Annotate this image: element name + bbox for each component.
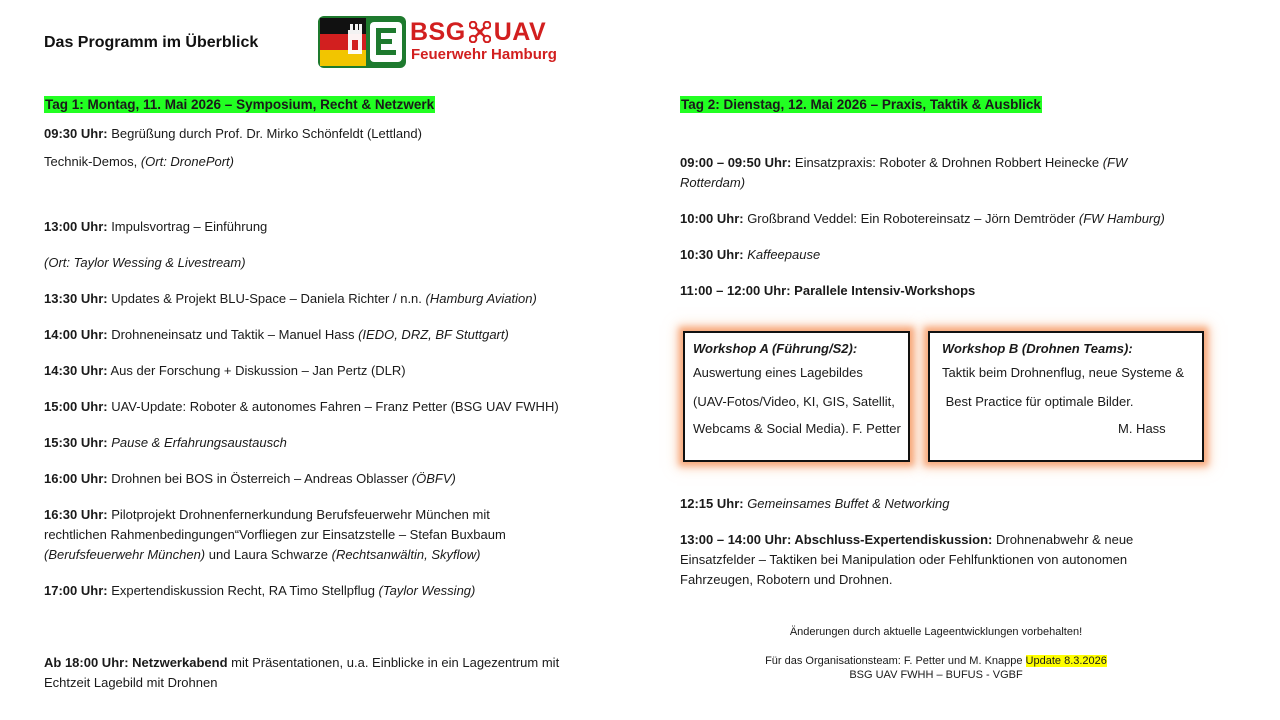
day2-item-1300: 13:00 – 14:00 Uhr: Abschluss-Expertendiskussion: Drohnenabwehr & neue (680, 532, 1134, 547)
fire-department-emblem (318, 16, 406, 68)
day2-item-1215: 12:15 Uhr: Gemeinsames Buffet & Networking (680, 496, 950, 511)
day1-item-1630: 16:30 Uhr: Pilotprojekt Drohnenfernerkundung Berufsfeuerwehr München mit (44, 507, 490, 522)
day2-item-1000: 10:00 Uhr: Großbrand Veddel: Ein Robotereinsatz – Jörn Demtröder (FW Hamburg) (680, 211, 1165, 226)
day1-item-1530: 15:30 Uhr: Pause & Erfahrungsaustausch (44, 435, 287, 450)
footer-disclaimer: Änderungen durch aktuelle Lageentwicklungen vorbehalten! (789, 626, 1083, 638)
logo-brand-left: BSG (410, 18, 466, 46)
day1-item-1400: 14:00 Uhr: Drohneneinsatz und Taktik – Manuel Hass (IEDO, DRZ, BF Stuttgart) (44, 327, 509, 342)
day2-header: Tag 2: Dienstag, 12. Mai 2026 – Praxis, Taktik & Ausblick (681, 97, 1041, 112)
workshop-a-box (683, 331, 910, 462)
day1-item-technik-demos: Technik-Demos, (Ort: DronePort) (44, 154, 234, 169)
day1-item-0930: 09:30 Uhr: Begrüßung durch Prof. Dr. Mirko Schönfeldt (Lettland) (44, 126, 422, 141)
day1-item-1500: 15:00 Uhr: UAV-Update: Roboter & autonomes Fahren – Franz Petter (BSG UAV FWHH) (44, 399, 559, 414)
logo-brand-right: UAV (493, 18, 547, 46)
workshop-a-title: Workshop A (Führung/S2): (693, 341, 858, 356)
day2-item-1300-cont2: Fahrzeugen, Robotern und Drohnen. (680, 572, 893, 587)
footer-team: Für das Organisationsteam: F. Petter und M. Knappe Update 8.3.2026 (765, 655, 1107, 667)
workshop-b-title: Workshop B (Drohnen Teams): (942, 341, 1133, 356)
drone-icon (469, 21, 491, 43)
day2-item-1100: 11:00 – 12:00 Uhr: Parallele Intensiv-Workshops (680, 283, 976, 298)
day1-item-1300: 13:00 Uhr: Impulsvortrag – Einführung (44, 219, 268, 234)
workshop-b-author: M. Hass (1118, 421, 1166, 436)
day1-item-1800: Ab 18:00 Uhr: Netzwerkabend mit Präsentationen, u.a. Einblicke in ein Lagezentrum mit (44, 655, 560, 670)
footer-org: BSG UAV FWHH – BUFUS - VGBF (849, 669, 1023, 681)
day1-item-location: (Ort: Taylor Wessing & Livestream) (44, 255, 246, 270)
day1-item-1330: 13:30 Uhr: Updates & Projekt BLU-Space – Daniela Richter / n.n. (Hamburg Aviation) (44, 291, 537, 306)
day2-item-0900: 09:00 – 09:50 Uhr: Einsatzpraxis: Roboter & Drohnen Robbert Heinecke (FW (680, 155, 1128, 170)
page-title: Das Programm im Überblick (44, 34, 259, 51)
day1-item-1700: 17:00 Uhr: Expertendiskussion Recht, RA Timo Stellpflug (Taylor Wessing) (44, 583, 476, 598)
workshop-a-line: Webcams & Social Media). F. Petter (693, 421, 901, 436)
logo-subtitle: Feuerwehr Hamburg (411, 46, 557, 63)
update-badge: Update 8.3.2026 (1025, 655, 1107, 667)
day2-item-1030: 10:30 Uhr: Kaffeepause (680, 247, 821, 262)
workshop-b-line: Taktik beim Drohnenflug, neue Systeme & (942, 365, 1185, 380)
day1-header: Tag 1: Montag, 11. Mai 2026 – Symposium, Recht & Netzwerk (45, 97, 435, 112)
workshop-b-box (928, 331, 1204, 462)
bsg-uav-logo (318, 16, 558, 70)
day2-item-0900-cont: Rotterdam) (680, 175, 746, 190)
day1-item-1430: 14:30 Uhr: Aus der Forschung + Diskussion – Jan Pertz (DLR) (44, 363, 406, 378)
day1-item-1630-cont: rechtlichen Rahmenbedingungen“Vorfliegen zur Einsatzstelle – Stefan Buxbaum (44, 527, 506, 542)
logo-brand (410, 18, 546, 46)
workshop-b-line: Best Practice für optimale Bilder. (942, 393, 1134, 409)
workshop-a-line: Auswertung eines Lagebildes (693, 365, 863, 380)
day1-item-1630-speakers: (Berufsfeuerwehr München) und Laura Schwarze (Rechtsanwältin, Skyflow) (44, 547, 481, 562)
day1-item-1800-cont: Echtzeit Lagebild mit Drohnen (44, 675, 218, 690)
workshop-a-line: (UAV-Fotos/Video, KI, GIS, Satellit, (693, 393, 895, 409)
day2-item-1300-cont: Einsatzfelder – Taktiken bei Manipulation oder Fehlfunktionen von autonomen (680, 552, 1128, 567)
day1-item-1600: 16:00 Uhr: Drohnen bei BOS in Österreich – Andreas Oblasser (ÖBFV) (44, 471, 456, 486)
